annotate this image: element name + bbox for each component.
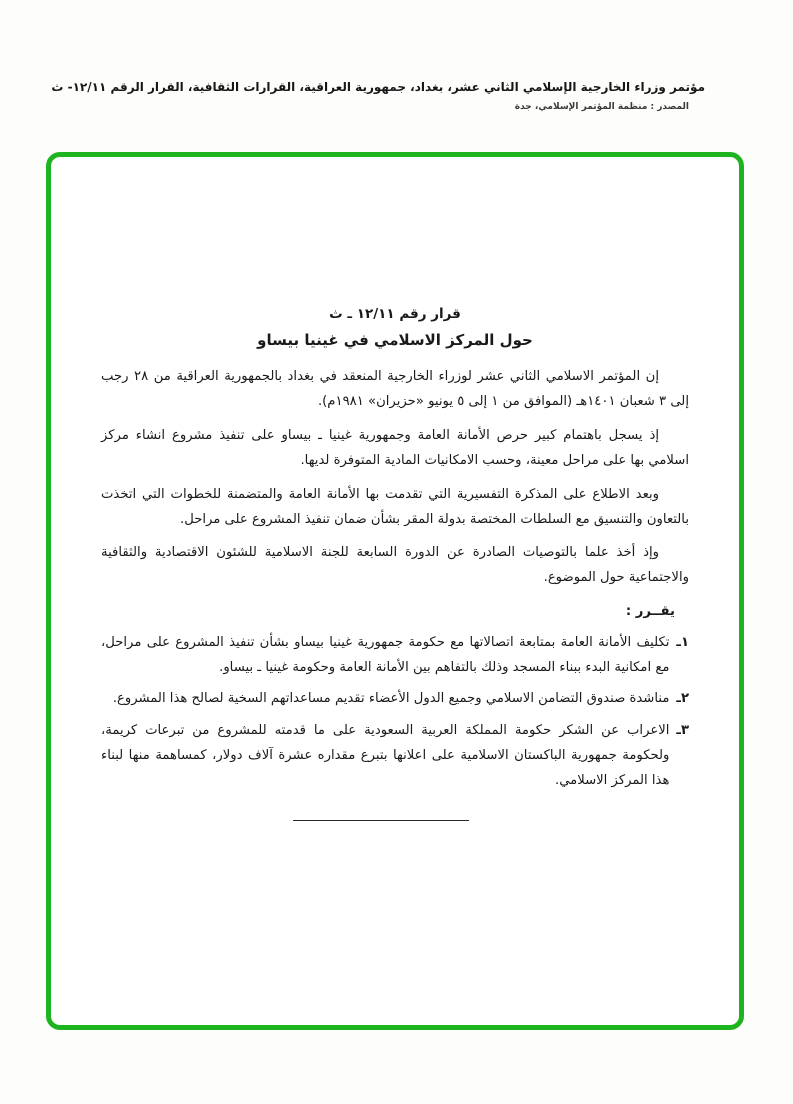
list-item-text: الاعراب عن الشكر حكومة المملكة العربية السعودية على ما قدمته للمشروع من تبرعات كريمة، ولحكومة جمهورية الباكستان الاسلامية على اعلانها بتبرع مقداره عشرة آلاف دولار، كمساهمة منها لبناء هذا المركز الاسلامي. [101,723,670,788]
paragraph-preamble-2: إذ يسجل باهتمام كبير حرص الأمانة العامة وجمهورية غينيا ـ بيساو على تنفيذ مشروع انشاء مركز اسلامي بها على مراحل معينة، وحسب الامكانيات المادية المتوفرة لديها. [101,428,689,468]
list-item-text: تكليف الأمانة العامة بمتابعة اتصالاتها مع حكومة جمهورية غينيا بيساو بشأن تنفيذ المشروع على مراحل، مع امكانية البدء ببناء المسجد وذلك بالتفاهم بين الأمانة العامة وحكومة غينيا ـ بيساو. [101,634,670,675]
resolution-subject-title: حول المركز الاسلامي في غينيا بيساو [257,330,533,349]
list-item [101,719,689,793]
list-item-text: مناشدة صندوق التضامن الاسلامي وجميع الدول الأعضاء تقديم مساعداتهم السخية لصالح هذا المشروع. [112,691,670,707]
list-item-number: ٣ـ [676,723,689,739]
decision-label: يقــرر : [625,603,675,619]
document-header-line: مؤتمر وزراء الخارجية الإسلامي الثاني عشر، بغداد، جمهورية العراقية، القرارات الثقافية، القرار الرقم ١٢/١١- ث [51,80,705,94]
source-line: المصدر : منظمة المؤتمر الإسلامي، جدة [514,102,689,112]
paragraph-preamble-3: وبعد الاطلاع على المذكرة التفسيرية التي تقدمت بها الأمانة العامة والمتضمنة للخطوات التي اتخذت بالتعاون والتنسيق مع السلطات المختصة بدولة المقر بشأن ضمان تنفيذ المشروع على مراحل. [101,486,689,527]
document-border-frame [46,152,744,1030]
list-item-number: ٢ـ [676,691,689,707]
paragraph-preamble-1: إن المؤتمر الاسلامي الثاني عشر لوزراء الخارجية المنعقد في بغداد بالجمهورية العراقية من ٢٨ رجب إلى ٣ شعبان ١٤٠١هـ (الموافق من ١ إلى ٥ يونيو «حزيران» ١٩٨١م). [101,369,689,410]
document-content [101,303,689,821]
list-item-number: ١ـ [676,634,689,650]
resolution-number-title: قرار رقم ١٢/١١ ـ ث [329,306,461,322]
list-item [101,631,689,681]
paragraph-preamble-4: وإذ أخذ علما بالتوصيات الصادرة عن الدورة السابعة للجنة الاسلامية للشئون الاقتصادية والثقافية والاجتماعية حول الموضوع. [101,545,689,586]
signature-divider-line [293,820,469,821]
list-item [101,687,689,712]
